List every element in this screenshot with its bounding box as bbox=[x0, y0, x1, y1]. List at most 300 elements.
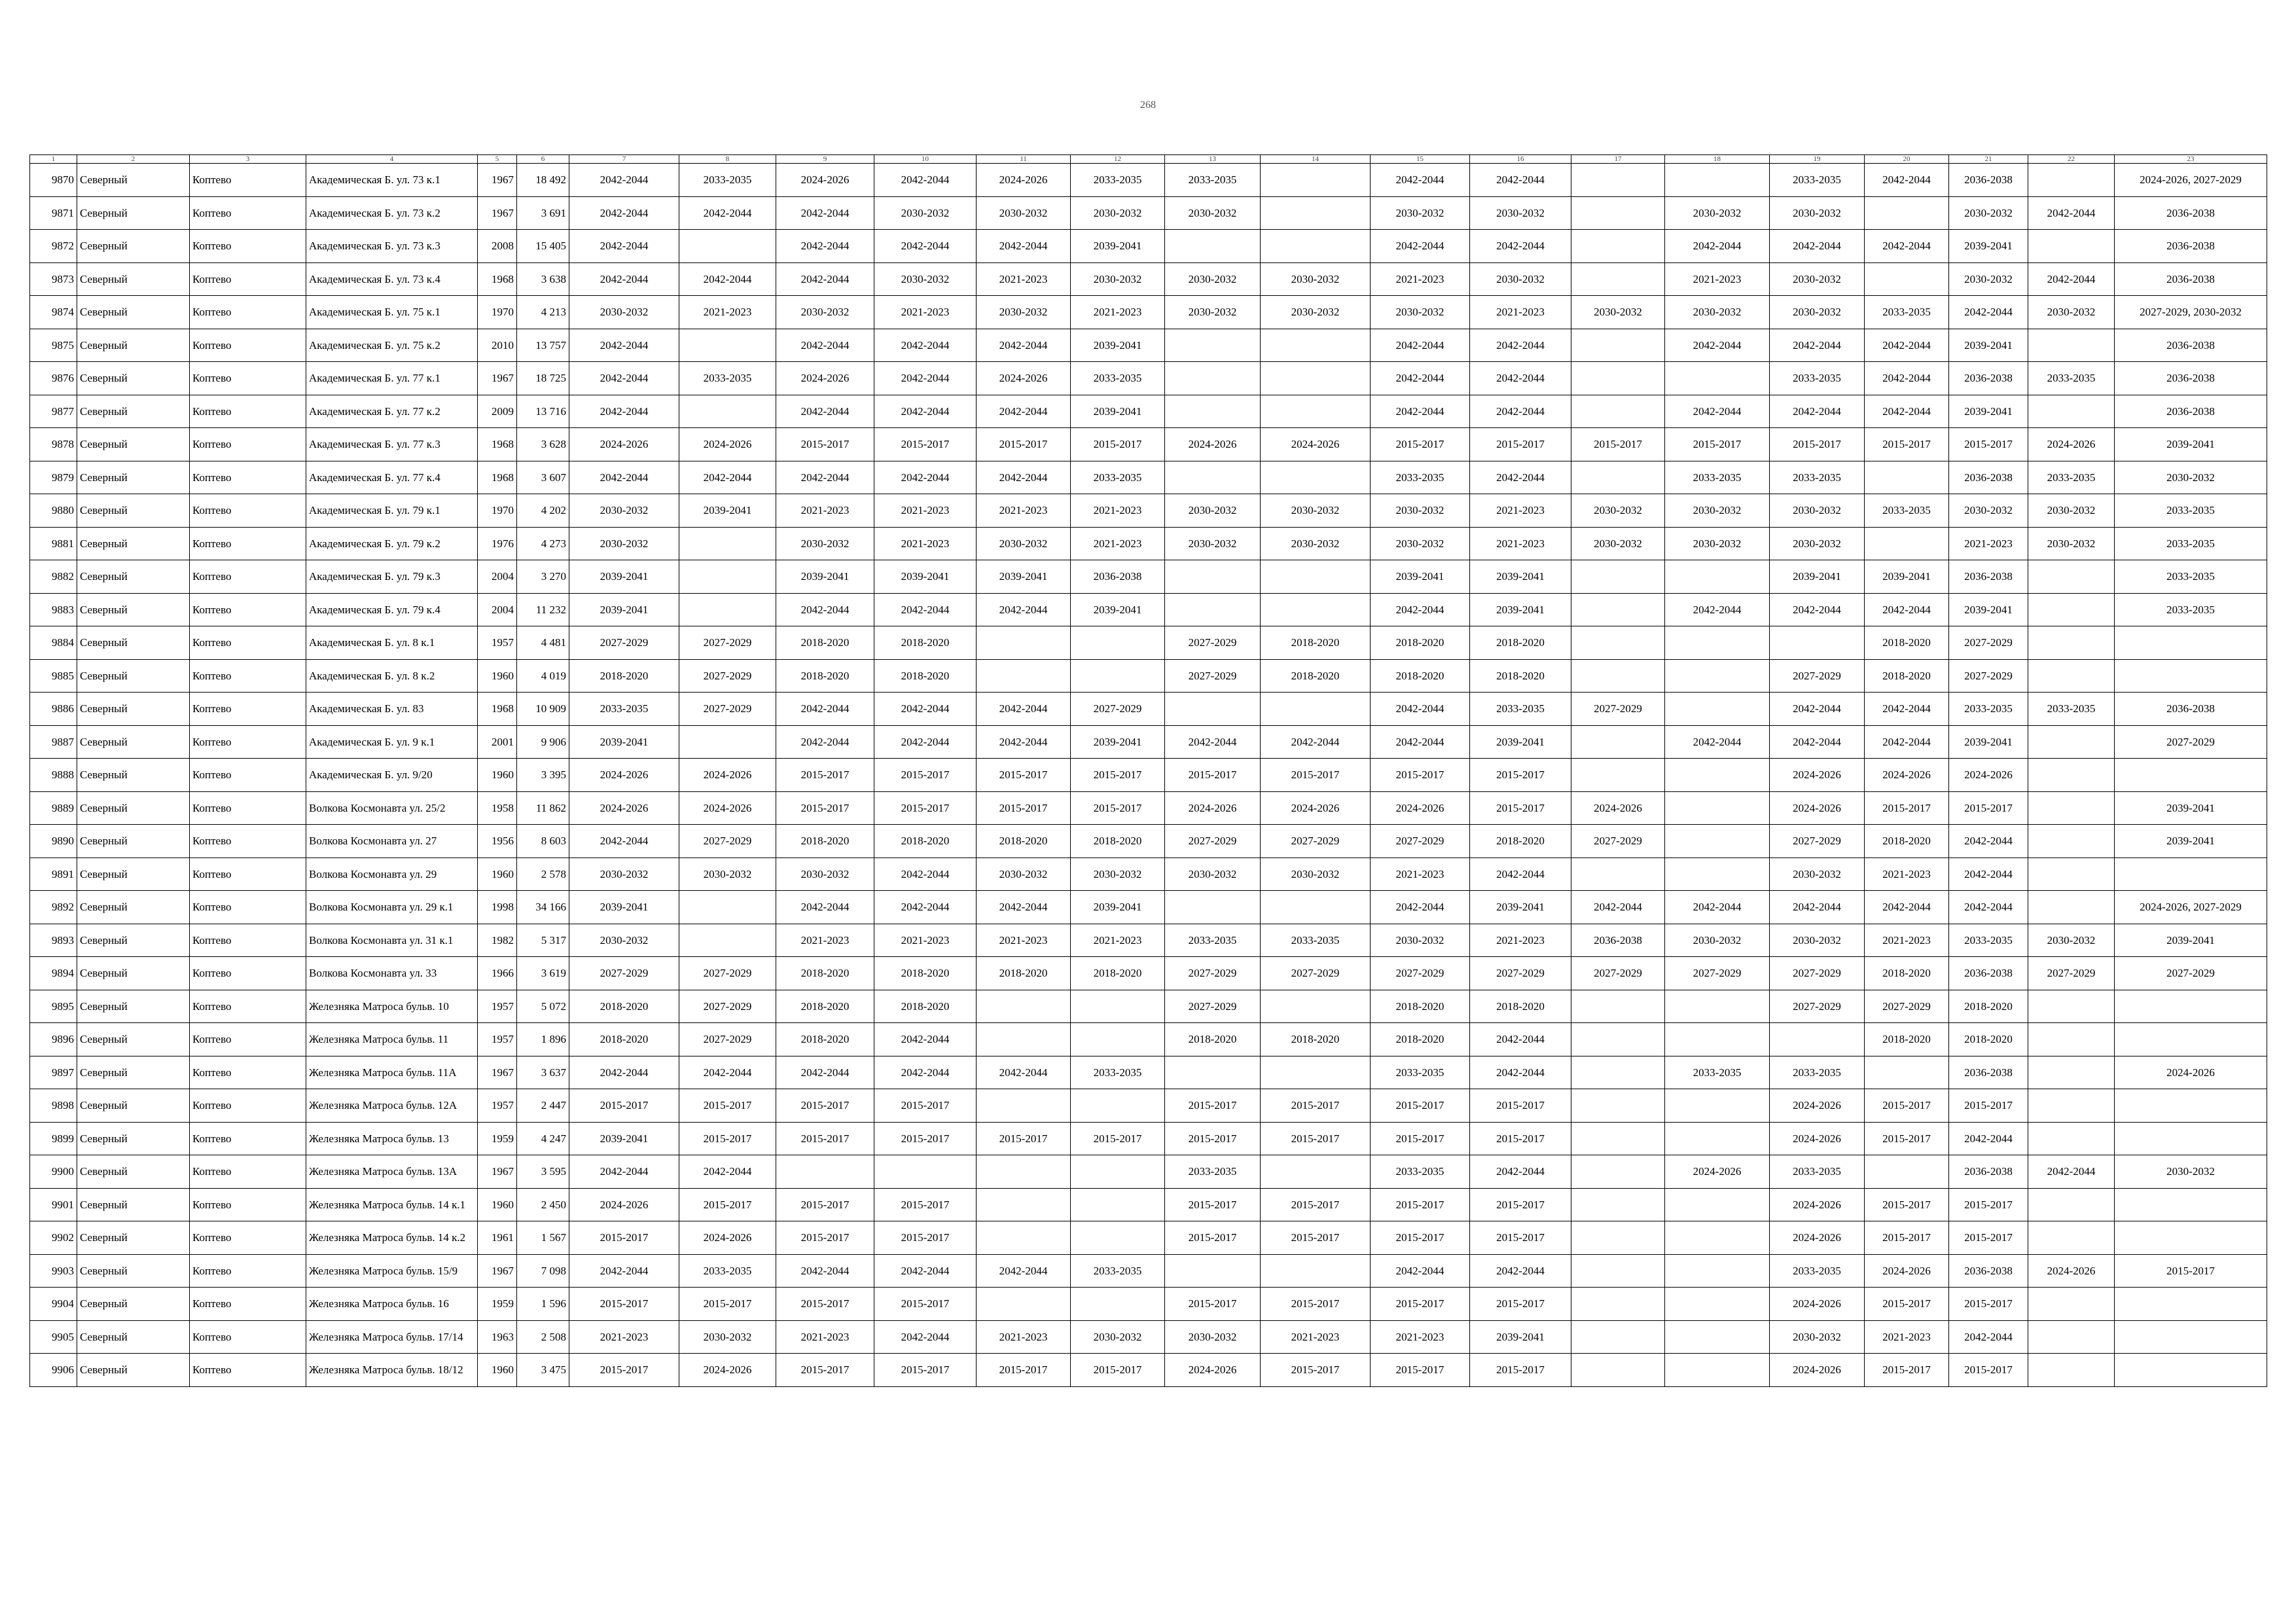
table-cell: 1968 bbox=[478, 693, 517, 726]
table-cell: 2042-2044 bbox=[776, 891, 874, 924]
table-row bbox=[30, 1288, 2267, 1321]
table-cell: 1982 bbox=[478, 924, 517, 957]
table-cell bbox=[1571, 1320, 1665, 1354]
table-cell: Коптево bbox=[190, 626, 306, 660]
table-cell: 2042-2044 bbox=[874, 1254, 977, 1288]
table-cell bbox=[1571, 1056, 1665, 1089]
table-cell: 3 619 bbox=[517, 957, 569, 990]
table-cell: 2039-2041 bbox=[1949, 593, 2028, 626]
table-cell: 2030-2032 bbox=[569, 924, 679, 957]
table-cell: 2015-2017 bbox=[1470, 1354, 1571, 1387]
table-cell: 2015-2017 bbox=[1865, 1221, 1949, 1255]
table-cell: 2033-2035 bbox=[1371, 1056, 1470, 1089]
table-cell: 2033-2035 bbox=[2115, 494, 2267, 528]
table-cell: 2042-2044 bbox=[977, 461, 1071, 494]
table-cell: 2021-2023 bbox=[569, 1320, 679, 1354]
table-cell bbox=[679, 527, 776, 560]
table-cell: 9888 bbox=[30, 759, 77, 792]
table-cell: 2030-2032 bbox=[1165, 527, 1261, 560]
table-cell: Коптево bbox=[190, 957, 306, 990]
column-number: 22 bbox=[2028, 155, 2115, 164]
table-cell: 2004 bbox=[478, 593, 517, 626]
table-cell: 2027-2029 bbox=[679, 626, 776, 660]
table-cell bbox=[977, 990, 1071, 1023]
table-cell bbox=[977, 1089, 1071, 1123]
table-cell: 2042-2044 bbox=[776, 1254, 874, 1288]
table-cell: 1957 bbox=[478, 1089, 517, 1123]
table-cell: Коптево bbox=[190, 329, 306, 362]
table-cell: 1970 bbox=[478, 296, 517, 329]
table-cell: Железняка Матроса бульв. 13 bbox=[306, 1122, 478, 1155]
table-cell: 2021-2023 bbox=[1470, 296, 1571, 329]
page-number: 268 bbox=[1140, 99, 1156, 111]
table-cell: 1961 bbox=[478, 1221, 517, 1255]
table-cell: 18 725 bbox=[517, 362, 569, 395]
table-cell: 2042-2044 bbox=[679, 262, 776, 296]
table-cell: 2039-2041 bbox=[1949, 329, 2028, 362]
table-cell: 2033-2035 bbox=[1071, 1056, 1165, 1089]
table-cell: 2042-2044 bbox=[1770, 891, 1865, 924]
table-cell: 2015-2017 bbox=[569, 1354, 679, 1387]
table-cell: 2027-2029 bbox=[1865, 990, 1949, 1023]
table-cell: Волкова Космонавта ул. 29 к.1 bbox=[306, 891, 478, 924]
table-cell bbox=[2028, 1023, 2115, 1056]
table-cell: 2030-2032 bbox=[1770, 196, 1865, 230]
table-cell: Северный bbox=[77, 262, 190, 296]
table-cell: Северный bbox=[77, 693, 190, 726]
table-cell: 2018-2020 bbox=[874, 626, 977, 660]
table-cell: 1968 bbox=[478, 262, 517, 296]
table-cell: 2033-2035 bbox=[1470, 693, 1571, 726]
table-cell: 9897 bbox=[30, 1056, 77, 1089]
table-cell: Железняка Матроса бульв. 11 bbox=[306, 1023, 478, 1056]
table-cell: Волкова Космонавта ул. 31 к.1 bbox=[306, 924, 478, 957]
table-cell: 2018-2020 bbox=[1470, 990, 1571, 1023]
table-cell: Северный bbox=[77, 1089, 190, 1123]
table-cell: Коптево bbox=[190, 428, 306, 461]
table-cell bbox=[2115, 759, 2267, 792]
table-cell: 2027-2029 bbox=[1571, 693, 1665, 726]
table-cell: 2033-2035 bbox=[1770, 362, 1865, 395]
table-cell: 2030-2032 bbox=[1165, 296, 1261, 329]
table-cell: 2015-2017 bbox=[1071, 791, 1165, 825]
table-cell: 2042-2044 bbox=[776, 1056, 874, 1089]
table-cell: 2042-2044 bbox=[1470, 461, 1571, 494]
table-row bbox=[30, 857, 2267, 891]
table-cell: 2030-2032 bbox=[1470, 262, 1571, 296]
table-cell: 2039-2041 bbox=[1071, 395, 1165, 428]
table-cell bbox=[2115, 1354, 2267, 1387]
column-number: 8 bbox=[679, 155, 776, 164]
table-cell: Северный bbox=[77, 164, 190, 197]
table-cell bbox=[1165, 1254, 1261, 1288]
table-cell: 2030-2032 bbox=[1770, 924, 1865, 957]
table-cell: 2024-2026 bbox=[2115, 1056, 2267, 1089]
table-cell: 2015-2017 bbox=[1865, 1188, 1949, 1221]
table-cell bbox=[1571, 659, 1665, 693]
table-cell bbox=[2028, 759, 2115, 792]
table-cell: 3 691 bbox=[517, 196, 569, 230]
table-cell: 2024-2026 bbox=[1770, 791, 1865, 825]
table-cell: 2042-2044 bbox=[1770, 693, 1865, 726]
table-cell: 2015-2017 bbox=[977, 791, 1071, 825]
table-cell: 2027-2029 bbox=[1165, 626, 1261, 660]
table-cell bbox=[1665, 560, 1770, 594]
table-cell: 13 716 bbox=[517, 395, 569, 428]
table-cell: 2030-2032 bbox=[2028, 527, 2115, 560]
table-cell: 2030-2032 bbox=[1371, 296, 1470, 329]
table-cell bbox=[1165, 395, 1261, 428]
table-cell: 2018-2020 bbox=[874, 659, 977, 693]
table-cell bbox=[1165, 1056, 1261, 1089]
table-cell: 2015-2017 bbox=[1371, 759, 1470, 792]
table-cell: 2042-2044 bbox=[1949, 825, 2028, 858]
table-cell: Северный bbox=[77, 560, 190, 594]
table-cell bbox=[1571, 461, 1665, 494]
table-cell: 2015-2017 bbox=[977, 759, 1071, 792]
table-cell: 2042-2044 bbox=[1665, 725, 1770, 759]
table-cell: 2042-2044 bbox=[1770, 725, 1865, 759]
table-cell bbox=[1571, 857, 1665, 891]
table-row bbox=[30, 990, 2267, 1023]
table-row bbox=[30, 791, 2267, 825]
table-cell: 2042-2044 bbox=[1371, 725, 1470, 759]
table-cell: 2042-2044 bbox=[679, 1155, 776, 1189]
table-cell bbox=[2028, 659, 2115, 693]
table-cell: 2030-2032 bbox=[1165, 494, 1261, 528]
table-cell: 2018-2020 bbox=[776, 957, 874, 990]
table-cell: 2018-2020 bbox=[776, 626, 874, 660]
table-cell: 2042-2044 bbox=[1770, 395, 1865, 428]
table-cell bbox=[2028, 725, 2115, 759]
table-cell: 2036-2038 bbox=[1571, 924, 1665, 957]
table-cell bbox=[679, 593, 776, 626]
table-cell: Железняка Матроса бульв. 17/14 bbox=[306, 1320, 478, 1354]
table-cell: Академическая Б. ул. 8 к.1 bbox=[306, 626, 478, 660]
table-cell: 2039-2041 bbox=[1470, 725, 1571, 759]
table-cell: 2018-2020 bbox=[776, 659, 874, 693]
table-cell: 9 906 bbox=[517, 725, 569, 759]
table-cell: Северный bbox=[77, 296, 190, 329]
table-cell bbox=[2028, 560, 2115, 594]
table-cell: Железняка Матроса бульв. 14 к.1 bbox=[306, 1188, 478, 1221]
table-cell: 2042-2044 bbox=[679, 196, 776, 230]
table-cell: 9902 bbox=[30, 1221, 77, 1255]
table-cell: Северный bbox=[77, 957, 190, 990]
table-cell: 2024-2026, 2027-2029 bbox=[2115, 164, 2267, 197]
table-row bbox=[30, 659, 2267, 693]
table-cell bbox=[1261, 891, 1371, 924]
table-cell: 1959 bbox=[478, 1288, 517, 1321]
table-cell: 2030-2032 bbox=[1261, 296, 1371, 329]
table-row bbox=[30, 560, 2267, 594]
table-cell: 2033-2035 bbox=[1665, 1056, 1770, 1089]
column-number: 13 bbox=[1165, 155, 1261, 164]
table-cell: 2030-2032 bbox=[874, 196, 977, 230]
table-cell: 2042-2044 bbox=[1949, 891, 2028, 924]
table-cell: 2042-2044 bbox=[977, 891, 1071, 924]
table-cell: 9883 bbox=[30, 593, 77, 626]
table-cell: 2042-2044 bbox=[977, 693, 1071, 726]
table-cell: 2039-2041 bbox=[569, 593, 679, 626]
table-cell: 2042-2044 bbox=[1371, 593, 1470, 626]
table-cell: 2042-2044 bbox=[679, 461, 776, 494]
table-cell: 2039-2041 bbox=[1949, 395, 2028, 428]
table-cell bbox=[1261, 362, 1371, 395]
table-cell: 9875 bbox=[30, 329, 77, 362]
table-cell: Коптево bbox=[190, 461, 306, 494]
table-cell: 2027-2029 bbox=[1261, 825, 1371, 858]
table-cell: Академическая Б. ул. 83 bbox=[306, 693, 478, 726]
table-cell: 2021-2023 bbox=[1071, 296, 1165, 329]
table-cell: 2039-2041 bbox=[776, 560, 874, 594]
table-cell: Коптево bbox=[190, 1254, 306, 1288]
table-cell bbox=[1865, 196, 1949, 230]
table-cell: Коптево bbox=[190, 725, 306, 759]
table-cell: 2039-2041 bbox=[2115, 791, 2267, 825]
table-cell: Коптево bbox=[190, 262, 306, 296]
table-cell: 2018-2020 bbox=[1865, 1023, 1949, 1056]
table-cell bbox=[1261, 230, 1371, 263]
column-number: 12 bbox=[1071, 155, 1165, 164]
table-cell: 2021-2023 bbox=[874, 527, 977, 560]
table-cell: 2030-2032 bbox=[776, 857, 874, 891]
table-cell: Коптево bbox=[190, 362, 306, 395]
table-cell bbox=[1261, 1254, 1371, 1288]
table-cell: 2030-2032 bbox=[679, 1320, 776, 1354]
table-cell: 2018-2020 bbox=[1470, 626, 1571, 660]
table-cell bbox=[1770, 626, 1865, 660]
table-cell bbox=[2028, 891, 2115, 924]
table-cell: 2042-2044 bbox=[1770, 329, 1865, 362]
table-cell: 2030-2032 bbox=[1949, 262, 2028, 296]
table-cell bbox=[1071, 1221, 1165, 1255]
table-cell bbox=[1665, 791, 1770, 825]
table-cell: 2021-2023 bbox=[1865, 857, 1949, 891]
table-cell: 2018-2020 bbox=[1371, 990, 1470, 1023]
table-cell: 9906 bbox=[30, 1354, 77, 1387]
table-cell: 2 578 bbox=[517, 857, 569, 891]
table-cell: 2015-2017 bbox=[776, 428, 874, 461]
table-cell: 9870 bbox=[30, 164, 77, 197]
table-cell: 2042-2044 bbox=[874, 1056, 977, 1089]
column-number: 23 bbox=[2115, 155, 2267, 164]
table-cell: 3 595 bbox=[517, 1155, 569, 1189]
table-cell: 2042-2044 bbox=[1665, 891, 1770, 924]
table-cell: Академическая Б. ул. 75 к.1 bbox=[306, 296, 478, 329]
table-cell: 1956 bbox=[478, 825, 517, 858]
table-cell: 2018-2020 bbox=[1261, 626, 1371, 660]
table-cell: 2018-2020 bbox=[1071, 957, 1165, 990]
table-cell: 2042-2044 bbox=[874, 1320, 977, 1354]
table-cell: 2042-2044 bbox=[1371, 164, 1470, 197]
table-cell: 2039-2041 bbox=[1071, 725, 1165, 759]
table-cell: Коптево bbox=[190, 1155, 306, 1189]
table-cell: Северный bbox=[77, 1288, 190, 1321]
table-cell: 2015-2017 bbox=[1949, 1288, 2028, 1321]
table-cell bbox=[1571, 196, 1665, 230]
table-row bbox=[30, 1188, 2267, 1221]
table-cell: 2027-2029 bbox=[569, 626, 679, 660]
table-cell: 2024-2026 bbox=[569, 759, 679, 792]
table-row bbox=[30, 329, 2267, 362]
table-cell: 2027-2029 bbox=[1571, 825, 1665, 858]
table-cell: Северный bbox=[77, 395, 190, 428]
table-row bbox=[30, 164, 2267, 197]
table-cell bbox=[1770, 1023, 1865, 1056]
table-cell: 9893 bbox=[30, 924, 77, 957]
table-cell bbox=[1261, 560, 1371, 594]
table-cell: 2015-2017 bbox=[776, 1221, 874, 1255]
table-cell: 2021-2023 bbox=[1071, 924, 1165, 957]
table-cell: 2042-2044 bbox=[1470, 1056, 1571, 1089]
table-cell: 2033-2035 bbox=[2115, 593, 2267, 626]
table-cell bbox=[2115, 1288, 2267, 1321]
table-cell: 2015-2017 bbox=[1371, 1122, 1470, 1155]
table-cell: Северный bbox=[77, 329, 190, 362]
table-cell: 1967 bbox=[478, 362, 517, 395]
table-cell: 2042-2044 bbox=[1865, 329, 1949, 362]
table-cell bbox=[2028, 164, 2115, 197]
table-cell: 2021-2023 bbox=[1470, 494, 1571, 528]
table-cell: 2030-2032 bbox=[1371, 196, 1470, 230]
table-cell: Северный bbox=[77, 891, 190, 924]
table-cell: 2021-2023 bbox=[1071, 494, 1165, 528]
table-cell: 2042-2044 bbox=[569, 825, 679, 858]
table-cell: 2042-2044 bbox=[679, 1056, 776, 1089]
table-cell: 2042-2044 bbox=[776, 725, 874, 759]
table-cell: Коптево bbox=[190, 1221, 306, 1255]
table-cell: 2042-2044 bbox=[977, 1254, 1071, 1288]
table-row bbox=[30, 626, 2267, 660]
table-cell: 2033-2035 bbox=[1071, 164, 1165, 197]
column-number-row bbox=[30, 155, 2267, 164]
table-cell: 2042-2044 bbox=[1865, 891, 1949, 924]
table-cell: 2015-2017 bbox=[1470, 1122, 1571, 1155]
table-cell: 2033-2035 bbox=[2028, 461, 2115, 494]
table-cell: 2021-2023 bbox=[874, 494, 977, 528]
table-cell bbox=[1665, 990, 1770, 1023]
table-cell: 2039-2041 bbox=[679, 494, 776, 528]
table-row bbox=[30, 924, 2267, 957]
table-row bbox=[30, 593, 2267, 626]
table-row bbox=[30, 1354, 2267, 1387]
table-cell: 2042-2044 bbox=[1665, 230, 1770, 263]
table-cell: 2027-2029 bbox=[1371, 825, 1470, 858]
table-cell: 2042-2044 bbox=[569, 395, 679, 428]
table-cell: Академическая Б. ул. 73 к.1 bbox=[306, 164, 478, 197]
table-cell: 2042-2044 bbox=[1470, 1254, 1571, 1288]
table-cell: 2024-2026 bbox=[679, 1221, 776, 1255]
table-row bbox=[30, 196, 2267, 230]
table-cell: 2015-2017 bbox=[569, 1221, 679, 1255]
table-row bbox=[30, 1122, 2267, 1155]
table-cell: 2015-2017 bbox=[874, 791, 977, 825]
table-cell bbox=[1665, 1320, 1770, 1354]
table-cell: 4 213 bbox=[517, 296, 569, 329]
table-cell: 2018-2020 bbox=[1949, 1023, 2028, 1056]
table-cell: 9889 bbox=[30, 791, 77, 825]
table-cell: 2024-2026 bbox=[1665, 1155, 1770, 1189]
table-cell bbox=[2028, 1288, 2115, 1321]
table-cell: 2024-2026 bbox=[1770, 759, 1865, 792]
column-number: 5 bbox=[478, 155, 517, 164]
table-cell: 2024-2026 bbox=[569, 791, 679, 825]
table-cell bbox=[679, 891, 776, 924]
table-cell: 1967 bbox=[478, 1155, 517, 1189]
table-cell: 2042-2044 bbox=[776, 230, 874, 263]
table-cell: 2024-2026 bbox=[1770, 1188, 1865, 1221]
column-number: 7 bbox=[569, 155, 679, 164]
table-cell: Коптево bbox=[190, 759, 306, 792]
table-cell: Железняка Матроса бульв. 12А bbox=[306, 1089, 478, 1123]
table-cell: Коптево bbox=[190, 990, 306, 1023]
table-cell: 2042-2044 bbox=[874, 230, 977, 263]
table-cell: 2039-2041 bbox=[569, 891, 679, 924]
table-cell: 2033-2035 bbox=[1865, 494, 1949, 528]
table-cell bbox=[2115, 990, 2267, 1023]
table-cell: 2042-2044 bbox=[569, 230, 679, 263]
table-cell bbox=[977, 1188, 1071, 1221]
table-cell: 2015-2017 bbox=[1371, 1288, 1470, 1321]
table-cell: 2027-2029 bbox=[1665, 957, 1770, 990]
table-cell bbox=[1071, 626, 1165, 660]
table-cell bbox=[1865, 527, 1949, 560]
table-cell: 2030-2032 bbox=[1770, 857, 1865, 891]
table-cell: 2030-2032 bbox=[1371, 494, 1470, 528]
table-cell: 2018-2020 bbox=[1371, 659, 1470, 693]
table-row bbox=[30, 957, 2267, 990]
table-cell: 2030-2032 bbox=[2028, 924, 2115, 957]
table-cell bbox=[1071, 1155, 1165, 1189]
table-cell: Северный bbox=[77, 1254, 190, 1288]
table-cell: 2021-2023 bbox=[977, 262, 1071, 296]
table-cell: 1960 bbox=[478, 857, 517, 891]
table-cell: 9874 bbox=[30, 296, 77, 329]
table-cell: 1967 bbox=[478, 1056, 517, 1089]
table-cell bbox=[2028, 990, 2115, 1023]
table-cell bbox=[2028, 1320, 2115, 1354]
table-cell: 2042-2044 bbox=[977, 1056, 1071, 1089]
table-cell: 2015-2017 bbox=[1071, 428, 1165, 461]
table-cell: 2027-2029 bbox=[1770, 825, 1865, 858]
table-cell: 2030-2032 bbox=[1949, 494, 2028, 528]
table-cell: 2021-2023 bbox=[1371, 1320, 1470, 1354]
table-cell: Северный bbox=[77, 362, 190, 395]
table-cell: 2015-2017 bbox=[1261, 1288, 1371, 1321]
table-cell: 2042-2044 bbox=[1470, 230, 1571, 263]
table-row bbox=[30, 494, 2267, 528]
table-cell: 2024-2026 bbox=[1770, 1354, 1865, 1387]
table-cell: 2030-2032 bbox=[1665, 196, 1770, 230]
table-cell: 2021-2023 bbox=[1371, 857, 1470, 891]
table-cell: Волкова Космонавта ул. 29 bbox=[306, 857, 478, 891]
table-cell: 2027-2029 bbox=[2115, 725, 2267, 759]
table-cell: Академическая Б. ул. 79 к.1 bbox=[306, 494, 478, 528]
table-cell: 2015-2017 bbox=[1470, 1221, 1571, 1255]
table-cell: Академическая Б. ул. 73 к.3 bbox=[306, 230, 478, 263]
table-cell bbox=[1865, 1056, 1949, 1089]
table-cell: 2030-2032 bbox=[1770, 296, 1865, 329]
table-cell: 2033-2035 bbox=[1770, 1155, 1865, 1189]
table-cell: 2015-2017 bbox=[1371, 1354, 1470, 1387]
table-cell: 2009 bbox=[478, 395, 517, 428]
table-cell: 9871 bbox=[30, 196, 77, 230]
table-cell: 2030-2032 bbox=[1071, 262, 1165, 296]
table-cell: 4 273 bbox=[517, 527, 569, 560]
table-cell: Северный bbox=[77, 494, 190, 528]
table-cell: 2042-2044 bbox=[1371, 693, 1470, 726]
